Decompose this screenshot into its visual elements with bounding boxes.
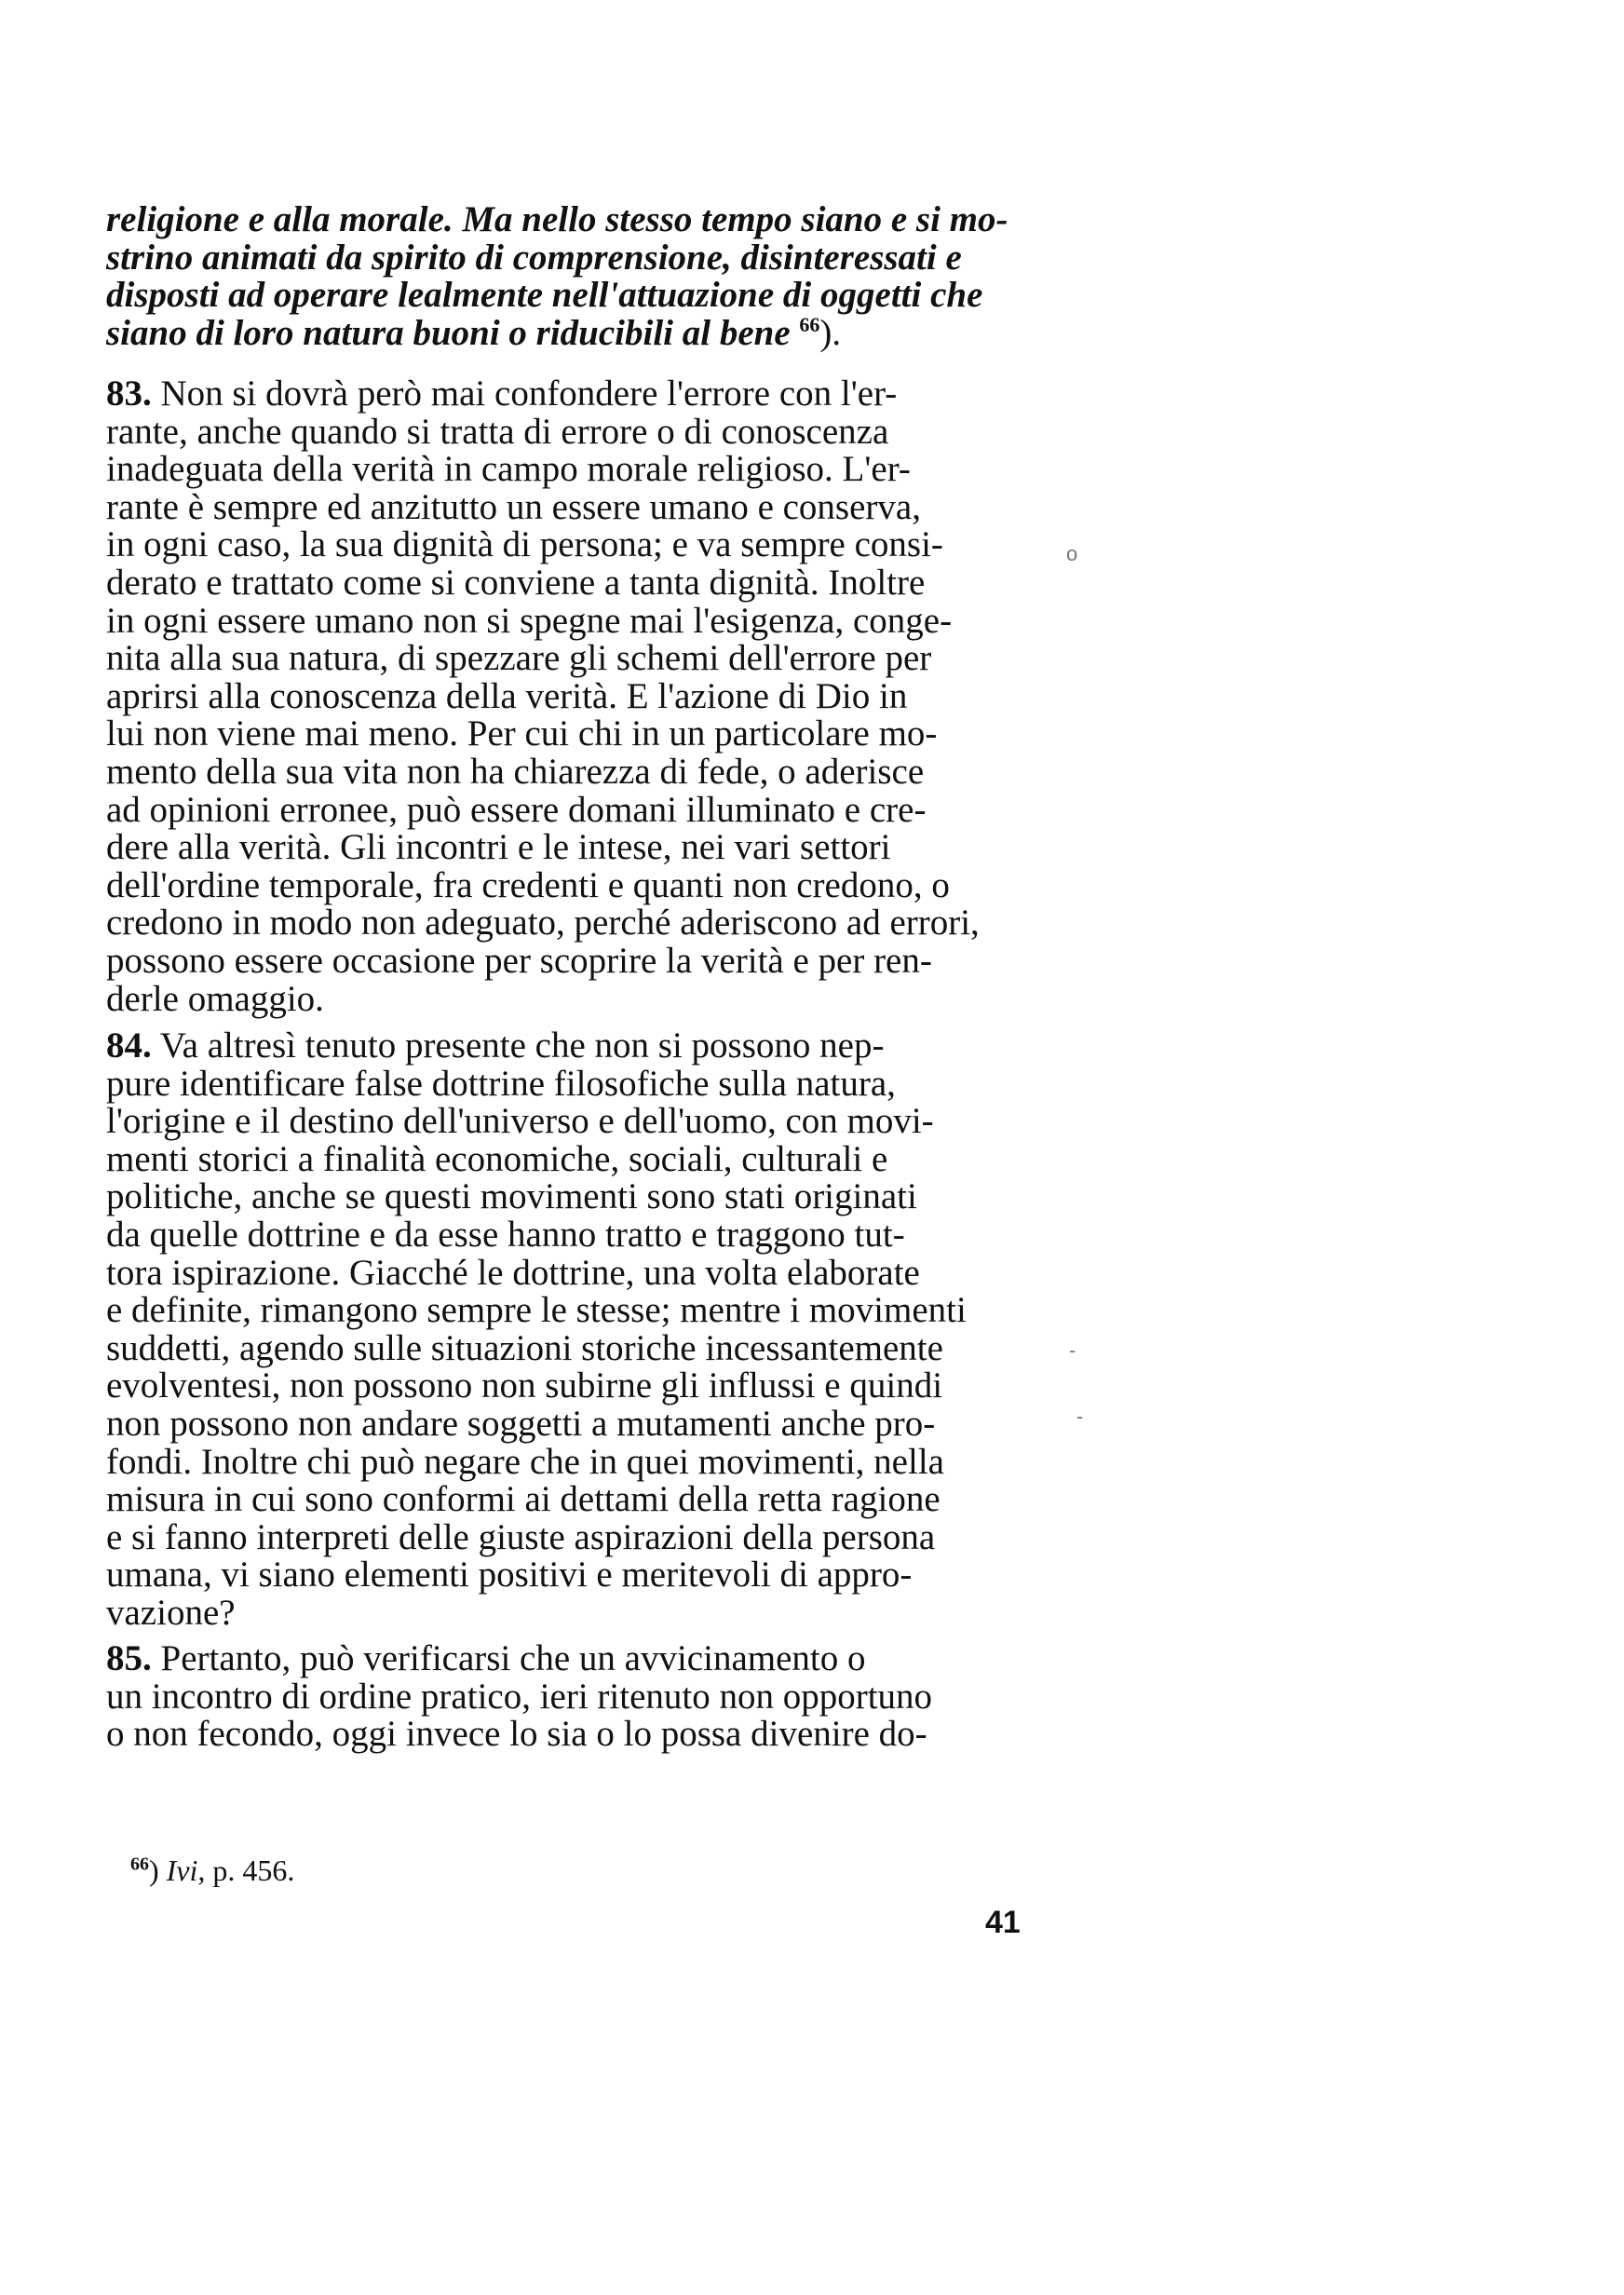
- text-line: credono in modo non adeguato, perché aderiscono ad errori,: [106, 903, 980, 944]
- text-line: religione e alla morale. Ma nello stesso tempo siano e si mo-: [106, 199, 1008, 239]
- page-number: 41: [985, 1905, 1021, 1940]
- text-line: disposti ad operare lealmente nell'attuazione di oggetti che: [106, 275, 983, 316]
- text-line: tora ispirazione. Giacché le dottrine, una volta elaborate: [106, 1252, 920, 1293]
- text-line: derle omaggio.: [106, 978, 324, 1019]
- text-line: in ogni essere umano non si spegne mai l'esigenza, conge-: [106, 600, 953, 641]
- text-line: derato e trattato come si conviene a tanta dignità. Inoltre: [106, 562, 926, 603]
- text-line: dere alla verità. Gli incontri e le intese, nei vari settori: [106, 827, 891, 868]
- text-line: fondi. Inoltre chi può negare che in quei movimenti, nella: [106, 1441, 944, 1482]
- intro-paragraph: [106, 201, 1047, 352]
- footnote-close: ): [149, 1854, 159, 1887]
- paragraph-83: [106, 375, 1047, 1018]
- text-line: e definite, rimangono sempre le stesse; mentre i movimenti: [106, 1290, 967, 1331]
- text-line: non possono non andare soggetti a mutamenti anche pro-: [106, 1403, 936, 1444]
- text-line: evolventesi, non possono non subirne gli influssi e quindi: [106, 1365, 943, 1406]
- text-line: [106, 375, 1047, 414]
- text-line: menti storici a finalità economiche, sociali, culturali e: [106, 1138, 888, 1179]
- text-line: l'origine e il destino dell'universo e dell'uomo, con movi-: [106, 1101, 934, 1142]
- text-line: mento della sua vita non ha chiarezza di fede, o aderisce: [106, 751, 925, 792]
- paragraph-number: 83.: [106, 373, 152, 414]
- text-line: suddetti, agendo sulle situazioni storiche incessantemente: [106, 1327, 943, 1368]
- footnote-ref: p. 456.: [205, 1854, 295, 1887]
- text-line: da quelle dottrine e da esse hanno tratto e traggono tut-: [106, 1214, 905, 1255]
- text-line: dell'ordine temporale, fra credenti e quanti non credono, o: [106, 864, 950, 905]
- text-line: pure identificare false dottrine filosofiche sulla natura,: [106, 1063, 896, 1104]
- text-line: strino animati da spirito di comprensione, disinteressati e: [106, 237, 962, 278]
- text-line: politiche, anche se questi movimenti sono stati originati: [106, 1176, 917, 1217]
- intro-tail: ).: [819, 312, 842, 353]
- text-line: [106, 312, 1047, 353]
- footnote-mark: 66: [130, 1854, 149, 1875]
- margin-mark: -: [1069, 1338, 1076, 1362]
- margin-mark: o: [1066, 542, 1078, 565]
- text-line: inadeguata della verità in campo morale religioso. L'er-: [106, 449, 911, 490]
- paragraph-number: 85.: [106, 1638, 152, 1678]
- text-line-content: Va altresì tenuto presente che non si possono nep-: [151, 1025, 885, 1066]
- paragraph-number: 84.: [106, 1025, 152, 1066]
- text-line: aprirsi alla conoscenza della verità. E l'azione di Dio in: [106, 675, 908, 716]
- text-line: misura in cui sono conformi ai dettami della retta ragione: [106, 1479, 941, 1520]
- text-line: o non fecondo, oggi invece lo sia o lo possa divenire do-: [106, 1714, 927, 1755]
- footnote-ivi: Ivi,: [166, 1854, 206, 1887]
- footnote-reference: 66: [799, 312, 820, 336]
- text-line: lui non viene mai meno. Per cui chi in un particolare mo-: [106, 713, 938, 754]
- paragraph-85: [106, 1640, 1047, 1754]
- text-line: [106, 1640, 1047, 1678]
- text-line-content: Non si dovrà però mai confondere l'errore con l'er-: [151, 373, 898, 414]
- text-line: in ogni caso, la sua dignità di persona; e va sempre consi-: [106, 524, 943, 565]
- text-line: vazione?: [106, 1592, 236, 1633]
- footnote: [130, 1854, 294, 1888]
- text-line: umana, vi siano elementi positivi e meritevoli di appro-: [106, 1555, 913, 1596]
- text-line: rante, anche quando si tratta di errore o di conoscenza: [106, 411, 889, 452]
- text-line: rante è sempre ed anzitutto un essere umano e conserva,: [106, 486, 921, 527]
- text-line: nita alla sua natura, di spezzare gli schemi dell'errore per: [106, 638, 932, 679]
- text-line-content: Pertanto, può verificarsi che un avvicinamento o: [151, 1638, 866, 1678]
- text-line-content: siano di loro natura buoni o riducibili al bene: [106, 312, 791, 353]
- paragraph-84: [106, 1027, 1047, 1633]
- margin-mark: -: [1076, 1405, 1084, 1428]
- text-line: possono essere occasione per scoprire la verità e per ren-: [106, 940, 932, 981]
- text-line: e si fanno interpreti delle giuste aspirazioni della persona: [106, 1516, 936, 1557]
- text-line: ad opinioni erronee, può essere domani illuminato e cre-: [106, 789, 927, 830]
- text-line: [106, 1027, 1047, 1066]
- text-line: un incontro di ordine pratico, ieri ritenuto non opportuno: [106, 1676, 933, 1717]
